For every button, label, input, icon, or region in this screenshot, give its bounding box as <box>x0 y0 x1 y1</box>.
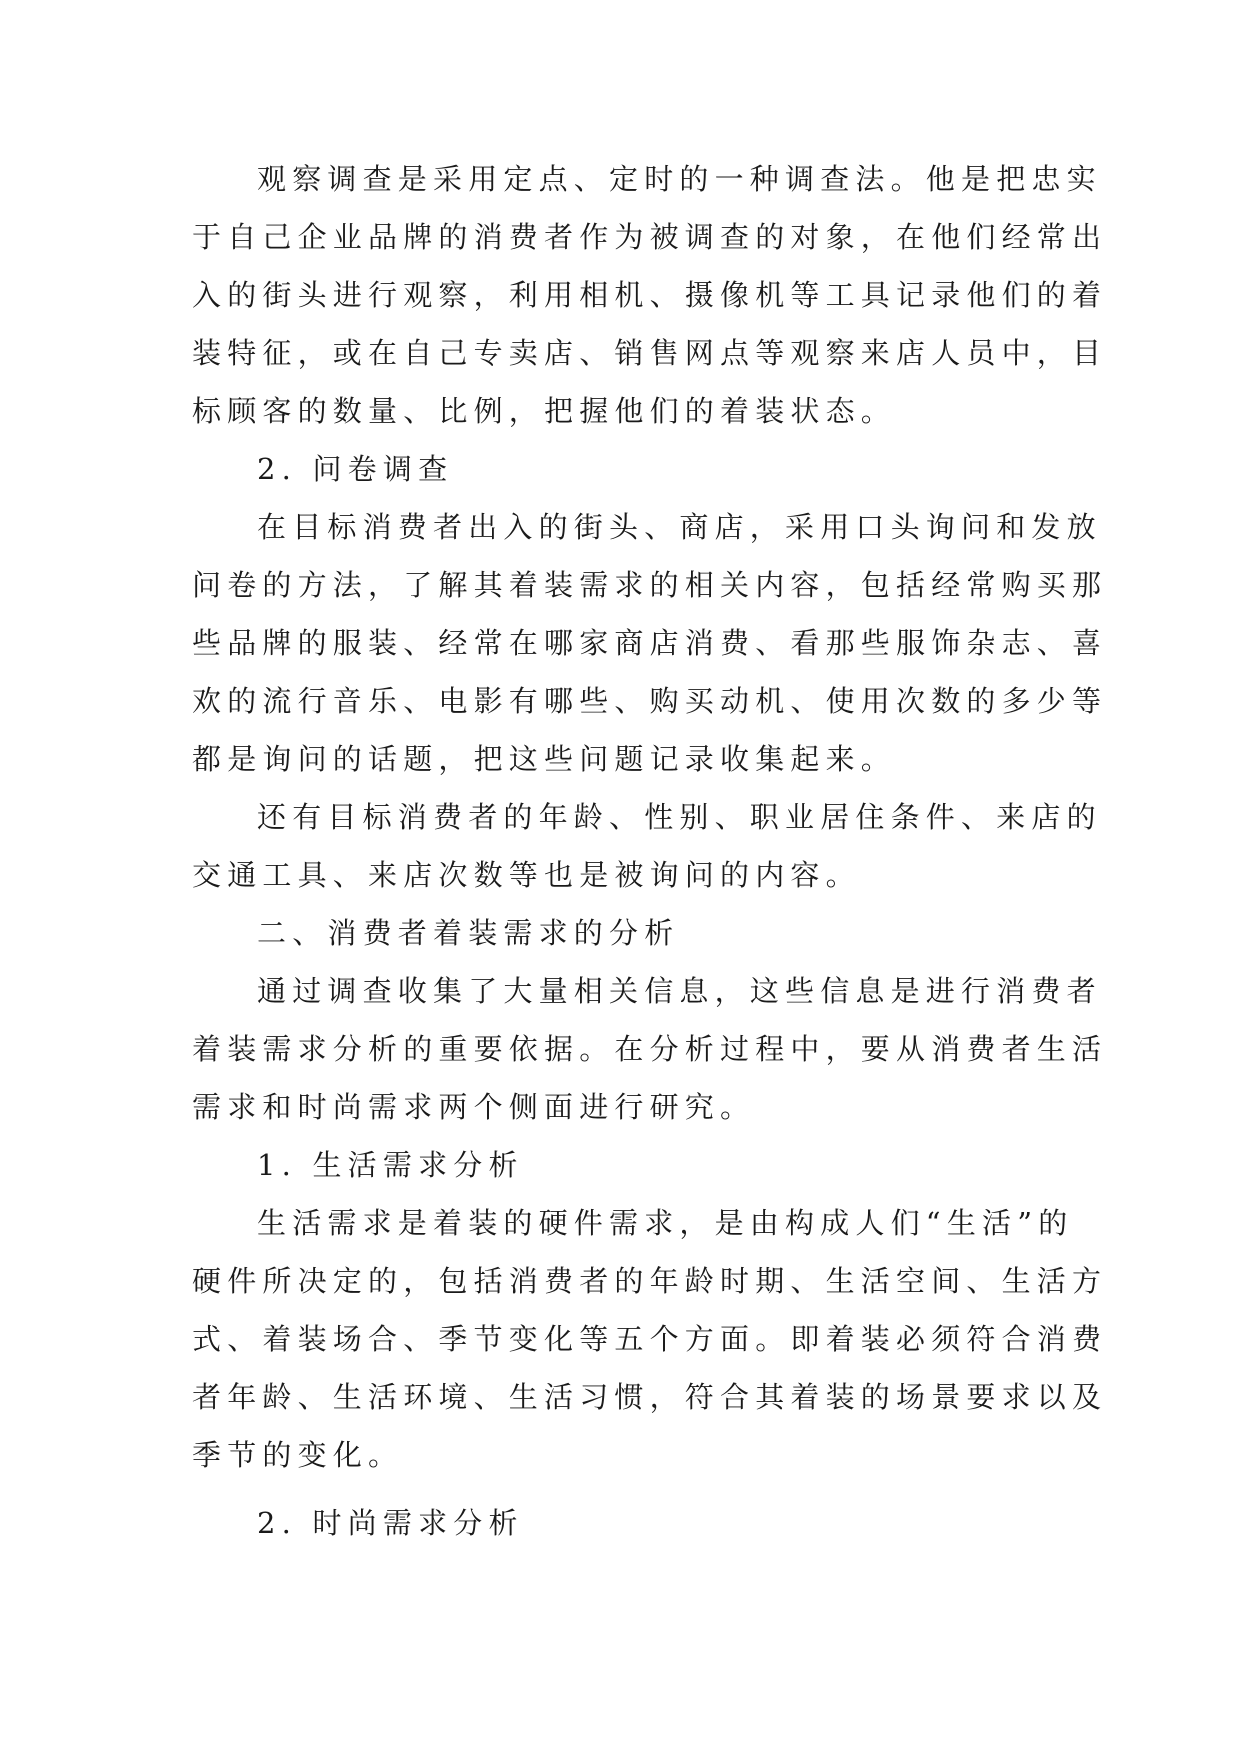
heading-demand-analysis: 二、消费者着装需求的分析 <box>257 916 680 950</box>
text-line: 在目标消费者出入的街头、商店，采用口头询问和发放 <box>257 510 1102 544</box>
document-page <box>192 150 1108 1552</box>
text-line: 式、着装场合、季节变化等五个方面。即着装必须符合消费 <box>192 1322 1108 1356</box>
text-line: 硬件所决定的，包括消费者的年龄时期、生活空间、生活方 <box>192 1264 1108 1298</box>
text-line: 问卷的方法，了解其着装需求的相关内容，包括经常购买那 <box>192 568 1108 602</box>
paragraph-questionnaire-method <box>192 498 1108 788</box>
text-line: 交通工具、来店次数等也是被询问的内容。 <box>192 858 861 892</box>
text-line: 需求和时尚需求两个侧面进行研究。 <box>192 1090 756 1124</box>
text-line: 着装需求分析的重要依据。在分析过程中，要从消费者生活 <box>192 1032 1108 1066</box>
text-line: 都是询问的话题，把这些问题记录收集起来。 <box>192 742 897 776</box>
paragraph-observation-survey <box>192 150 1108 440</box>
text-line: 者年龄、生活环境、生活习惯，符合其着装的场景要求以及 <box>192 1380 1108 1414</box>
heading-questionnaire-survey: 2. 问卷调查 <box>257 452 454 486</box>
paragraph-analysis-basis <box>192 962 1108 1136</box>
heading-life-demand: 1. 生活需求分析 <box>257 1148 524 1182</box>
text-line: 于自己企业品牌的消费者作为被调查的对象，在他们经常出 <box>192 220 1108 254</box>
paragraph-life-demand <box>192 1194 1108 1484</box>
text-line: 标顾客的数量、比例，把握他们的着装状态。 <box>192 394 897 428</box>
text-line: 入的街头进行观察，利用相机、摄像机等工具记录他们的着 <box>192 278 1108 312</box>
paragraph-additional-content <box>192 788 1102 904</box>
text-line: 些品牌的服装、经常在哪家商店消费、看那些服饰杂志、喜 <box>192 626 1108 660</box>
text-line: 通过调查收集了大量相关信息，这些信息是进行消费者 <box>257 974 1102 1008</box>
text-line: 观察调查是采用定点、定时的一种调查法。他是把忠实 <box>257 162 1102 196</box>
text-line: 装特征，或在自己专卖店、销售网点等观察来店人员中，目 <box>192 336 1108 370</box>
text-line: 生活需求是着装的硬件需求，是由构成人们“生活”的 <box>257 1206 1074 1240</box>
heading-fashion-demand: 2. 时尚需求分析 <box>257 1506 524 1540</box>
text-line: 还有目标消费者的年龄、性别、职业居住条件、来店的 <box>257 800 1102 834</box>
text-line: 欢的流行音乐、电影有哪些、购买动机、使用次数的多少等 <box>192 684 1108 718</box>
text-line: 季节的变化。 <box>192 1438 404 1472</box>
